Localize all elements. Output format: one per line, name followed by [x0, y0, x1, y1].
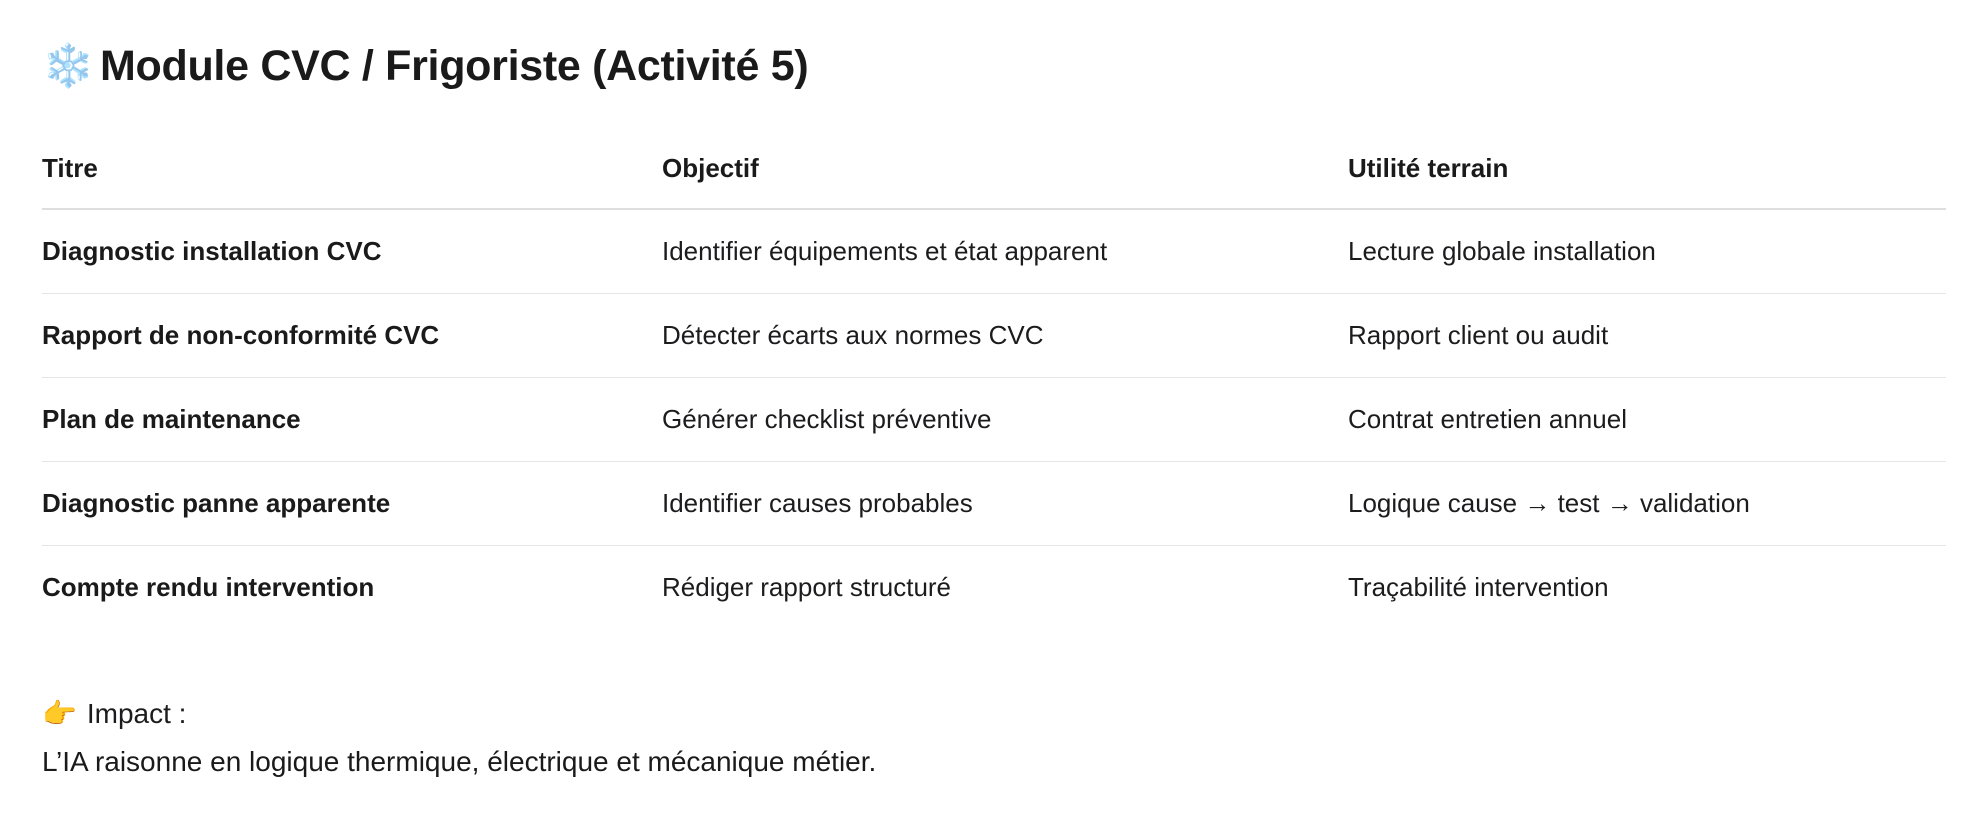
table-row: [42, 462, 1946, 546]
row-objective: Détecter écarts aux normes CVC: [662, 294, 1348, 378]
row-objective: Générer checklist préventive: [662, 378, 1348, 462]
row-objective: Identifier équipements et état apparent: [662, 209, 1348, 294]
impact-label-line: [42, 692, 186, 736]
column-header-titre: Titre: [42, 128, 662, 209]
column-header-objectif: Objectif: [662, 128, 1348, 209]
row-title: Rapport de non-conformité CVC: [42, 294, 662, 378]
snowflake-icon: ❄️: [42, 41, 95, 90]
row-title: Plan de maintenance: [42, 378, 662, 462]
table-row: [42, 378, 1946, 462]
row-utility: Lecture globale installation: [1348, 209, 1946, 294]
row-objective: Identifier causes probables: [662, 462, 1348, 546]
row-objective: Rédiger rapport structuré: [662, 572, 952, 602]
row-title: Diagnostic installation CVC: [42, 209, 662, 294]
impact-label: Impact :: [86, 698, 187, 729]
pointing-hand-icon: 👉: [42, 697, 77, 730]
row-utility: Rapport client ou audit: [1348, 294, 1946, 378]
column-header-utilite: Utilité terrain: [1348, 128, 1946, 209]
row-utility: Traçabilité intervention: [1348, 572, 1609, 602]
impact-text: L’IA raisonne en logique thermique, électrique et mécanique métier.: [42, 746, 877, 777]
row-title: Diagnostic panne apparente: [42, 462, 662, 546]
table-row: [42, 294, 1946, 378]
row-utility: Logique cause → test → validation: [1348, 462, 1946, 546]
row-utility: Contrat entretien annuel: [1348, 378, 1946, 462]
page-title: Module CVC / Frigoriste (Activité 5): [100, 42, 809, 90]
activities-table: [42, 128, 1946, 629]
table-row: [42, 209, 1946, 294]
table-header-row: [42, 128, 1946, 209]
row-title: Compte rendu intervention: [42, 572, 375, 602]
table-row: [42, 546, 1946, 630]
page-heading: [42, 36, 808, 96]
